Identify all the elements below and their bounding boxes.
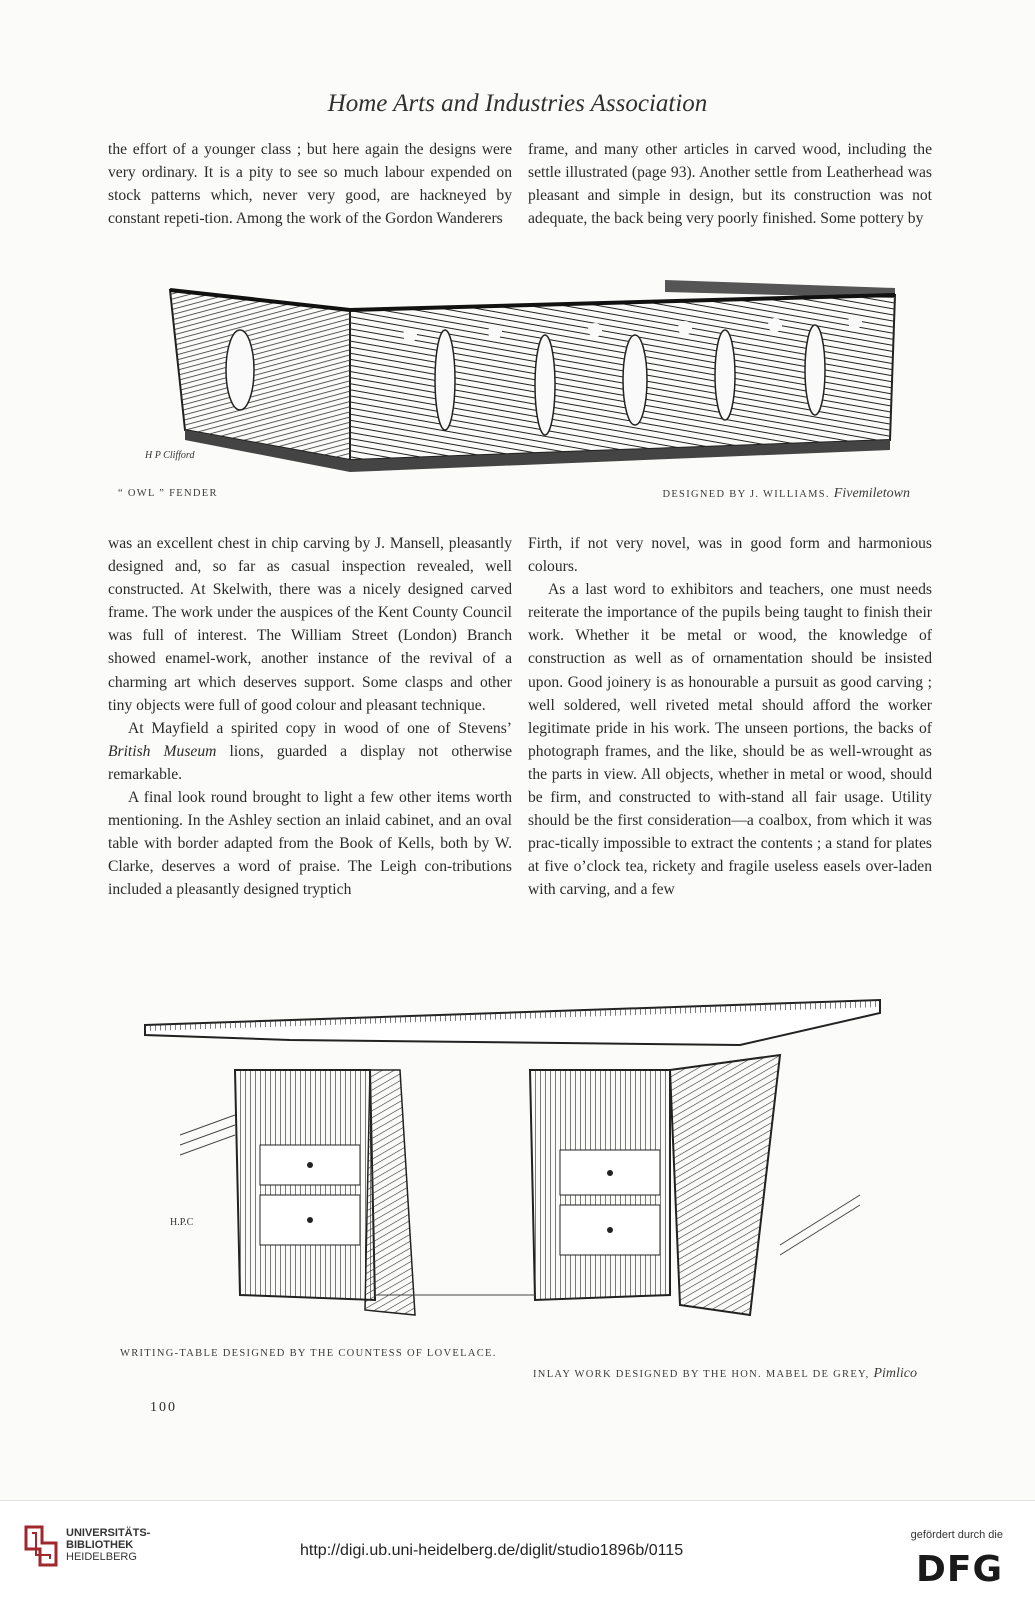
column-right-middle	[528, 532, 932, 902]
desk-caption-line1: WRITING-TABLE DESIGNED BY THE COUNTESS OF LOVELACE.	[120, 1348, 497, 1359]
paragraph: A final look round brought to light a few other items worth mentioning. In the Ashley section an inlaid cabinet, and an oval table with border adapted from the Book of Kells, both by W. Clarke, deserves a word of praise. The Leigh con-tributions included a pleasantly designed tryptich	[108, 789, 512, 899]
paragraph: frame, and many other articles in carved wood, including the settle illustrated (page 93). Another settle from Leatherhead was pleasant and simple in design, but its construction was not adequate, the back being very poorly finished. Some pottery by	[528, 141, 932, 228]
funding-label: gefördert durch die	[910, 1529, 1003, 1541]
column-left-middle	[108, 532, 512, 902]
paragraph-mayfield: At Mayfield a spirited copy in wood of one of Stevens’ British Museum lions, guarded a display not otherwise remarkable.	[108, 719, 512, 783]
fender-caption-title: “ OWL ” FENDER	[118, 488, 218, 499]
permalink-url[interactable]: http://digi.ub.uni-heidelberg.de/diglit/studio1896b/0115	[300, 1542, 684, 1559]
paragraph: Firth, if not very novel, was in good form and harmonious colours.	[528, 535, 932, 576]
dfg-logo: DFG	[915, 1549, 1003, 1590]
university-library-logo-icon	[22, 1523, 60, 1569]
fender-designer: DESIGNED BY J. WILLIAMS.	[662, 489, 830, 500]
column-left-top	[108, 138, 512, 230]
desk-place: Pimlico	[873, 1366, 917, 1381]
paragraph: As a last word to exhibitors and teachers, one must needs reiterate the importance of the pupils being taught to finish their work. Whether it be metal or wood, the knowledge of construction as well as of ornamentation should be insisted upon. Good joinery is as honourable a pursuit as good carving ; well soldered, well riveted metal should afford the worker legitimate pride in his work. The unseen portions, the backs of photograph frames, and the like, should be as well-wrought as the parts in view. All objects, whether in metal or wood, should be firm, and constructed to with-stand all fair usage. Utility should be the first consideration—a coalbox, from which it was prac-tically impossible to extract the contents ; a stand for plates at five o’clock tea, rickety and fragile useless easels over-laden with carving, and a few	[528, 581, 932, 899]
fender-caption-credit	[662, 486, 910, 502]
page-number: 100	[150, 1400, 177, 1415]
fender-place: Fivemiletown	[833, 486, 910, 501]
running-head: Home Arts and Industries Association	[327, 90, 708, 117]
fender-signature: H P Clifford	[145, 450, 195, 461]
paragraph: was an excellent chest in chip carving by J. Mansell, pleasantly designed and, so far as casual inspection revealed, well constructed. At Skelwith, there was a nicely designed carved frame. The work under the auspices of the Kent County Council was full of interest. The William Street (London) Branch showed enamel-work, another instance of the revival of a charming art which deserves support. Some clasps and other tiny objects were full of good colour and pleasant technique.	[108, 535, 512, 714]
owl-fender-illustration	[145, 280, 905, 480]
column-right-top	[528, 138, 932, 230]
writing-table-illustration	[140, 995, 900, 1350]
university-library-name: UNIVERSITÄTS- BIBLIOTHEK HEIDELBERG	[66, 1527, 151, 1563]
paragraph: the effort of a younger class ; but here again the designs were very ordinary. It is a pity to see so much labour expended on stock patterns which, never very good, are hackneyed by constant repeti-tion. Among the work of the Gordon Wanderers	[108, 141, 512, 228]
footer-bar	[0, 1500, 1035, 1598]
desk-inlay-credit: INLAY WORK DESIGNED BY THE HON. MABEL DE GREY,	[533, 1369, 870, 1380]
desk-signature: H.P.C	[170, 1217, 194, 1228]
desk-caption-line2	[533, 1366, 917, 1382]
